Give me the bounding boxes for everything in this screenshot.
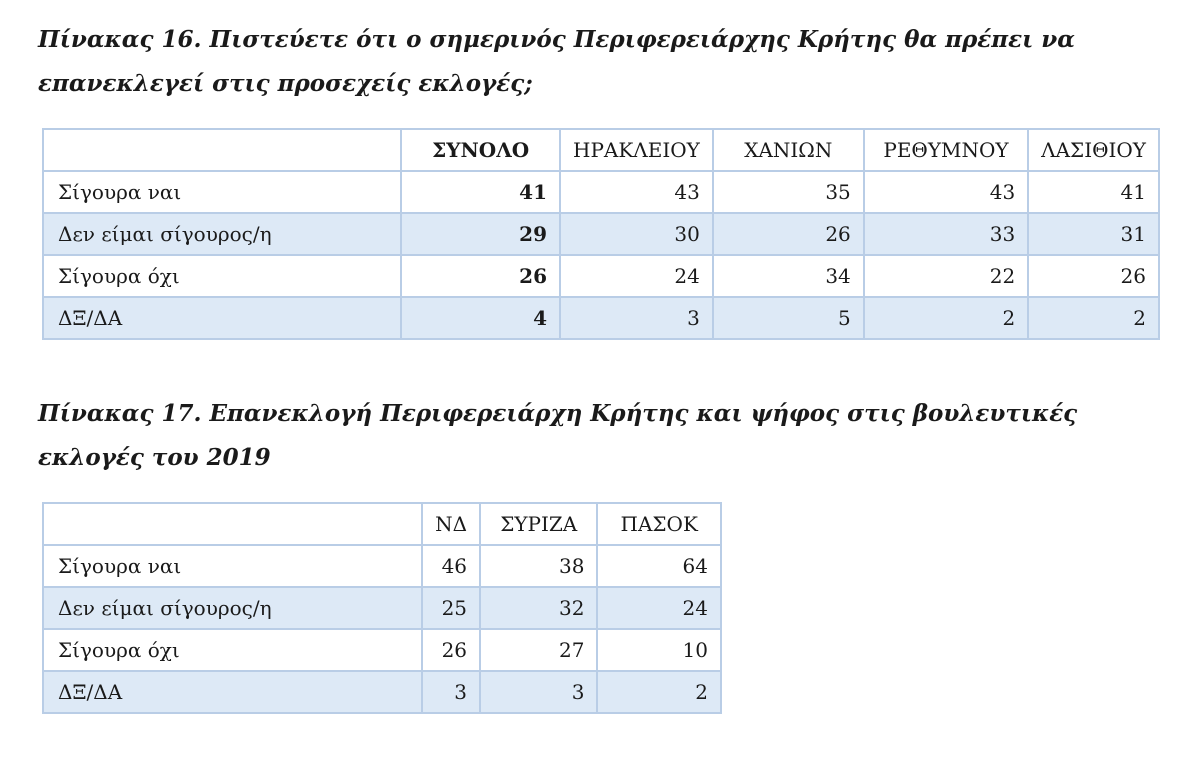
table-row bbox=[43, 213, 1159, 255]
cell: 22 bbox=[864, 255, 1028, 297]
table-row bbox=[43, 587, 721, 629]
cell: 5 bbox=[713, 297, 864, 339]
cell-total: 29 bbox=[401, 213, 560, 255]
table-header-row bbox=[43, 503, 721, 545]
cell: 64 bbox=[597, 545, 721, 587]
cell: 2 bbox=[864, 297, 1028, 339]
cell: 31 bbox=[1028, 213, 1159, 255]
cell: 25 bbox=[422, 587, 480, 629]
col-header-chania: ΧΑΝΙΩΝ bbox=[713, 129, 864, 171]
table-17 bbox=[42, 502, 722, 714]
cell: 3 bbox=[560, 297, 713, 339]
col-header-heraklion: ΗΡΑΚΛΕΙΟΥ bbox=[560, 129, 713, 171]
table-row bbox=[43, 297, 1159, 339]
table-16 bbox=[42, 128, 1160, 340]
cell: 43 bbox=[560, 171, 713, 213]
cell: 26 bbox=[422, 629, 480, 671]
row-label: ΔΞ/ΔΑ bbox=[43, 297, 401, 339]
cell: 34 bbox=[713, 255, 864, 297]
row-label: ΔΞ/ΔΑ bbox=[43, 671, 422, 713]
cell: 32 bbox=[480, 587, 597, 629]
cell: 3 bbox=[422, 671, 480, 713]
table-17-caption: Πίνακας 17. Επανεκλογή Περιφερειάρχη Κρήτης και ψήφος στις βουλευτικές εκλογές του 2019 bbox=[38, 400, 1078, 471]
cell: 24 bbox=[560, 255, 713, 297]
table-row bbox=[43, 545, 721, 587]
col-header-pasok: ΠΑΣΟΚ bbox=[597, 503, 721, 545]
cell: 46 bbox=[422, 545, 480, 587]
cell: 30 bbox=[560, 213, 713, 255]
cell: 27 bbox=[480, 629, 597, 671]
table-16-caption: Πίνακας 16. Πιστεύετε ότι ο σημερινός Περιφερειάρχης Κρήτης θα πρέπει να επανεκλεγεί στις προσεχείς εκλογές; bbox=[38, 26, 1075, 97]
cell: 26 bbox=[1028, 255, 1159, 297]
cell-total: 26 bbox=[401, 255, 560, 297]
col-header-nd: ΝΔ bbox=[422, 503, 480, 545]
cell: 3 bbox=[480, 671, 597, 713]
cell: 24 bbox=[597, 587, 721, 629]
table-row bbox=[43, 171, 1159, 213]
cell: 43 bbox=[864, 171, 1028, 213]
cell: 2 bbox=[1028, 297, 1159, 339]
row-label: Σίγουρα όχι bbox=[43, 629, 422, 671]
cell: 41 bbox=[1028, 171, 1159, 213]
row-label: Σίγουρα όχι bbox=[43, 255, 401, 297]
table-row bbox=[43, 629, 721, 671]
table-row bbox=[43, 255, 1159, 297]
col-header-rethymno: ΡΕΘΥΜΝΟΥ bbox=[864, 129, 1028, 171]
cell: 10 bbox=[597, 629, 721, 671]
cell: 2 bbox=[597, 671, 721, 713]
col-header-lasithi: ΛΑΣΙΘΙΟΥ bbox=[1028, 129, 1159, 171]
col-header-total: ΣΥΝΟΛΟ bbox=[401, 129, 560, 171]
table-header-row bbox=[43, 129, 1159, 171]
table-row bbox=[43, 671, 721, 713]
header-corner bbox=[43, 503, 422, 545]
cell: 35 bbox=[713, 171, 864, 213]
header-corner bbox=[43, 129, 401, 171]
cell-total: 41 bbox=[401, 171, 560, 213]
cell: 38 bbox=[480, 545, 597, 587]
cell: 26 bbox=[713, 213, 864, 255]
cell-total: 4 bbox=[401, 297, 560, 339]
col-header-syriza: ΣΥΡΙΖΑ bbox=[480, 503, 597, 545]
row-label: Σίγουρα ναι bbox=[43, 171, 401, 213]
row-label: Δεν είμαι σίγουρος/η bbox=[43, 213, 401, 255]
cell: 33 bbox=[864, 213, 1028, 255]
row-label: Δεν είμαι σίγουρος/η bbox=[43, 587, 422, 629]
row-label: Σίγουρα ναι bbox=[43, 545, 422, 587]
